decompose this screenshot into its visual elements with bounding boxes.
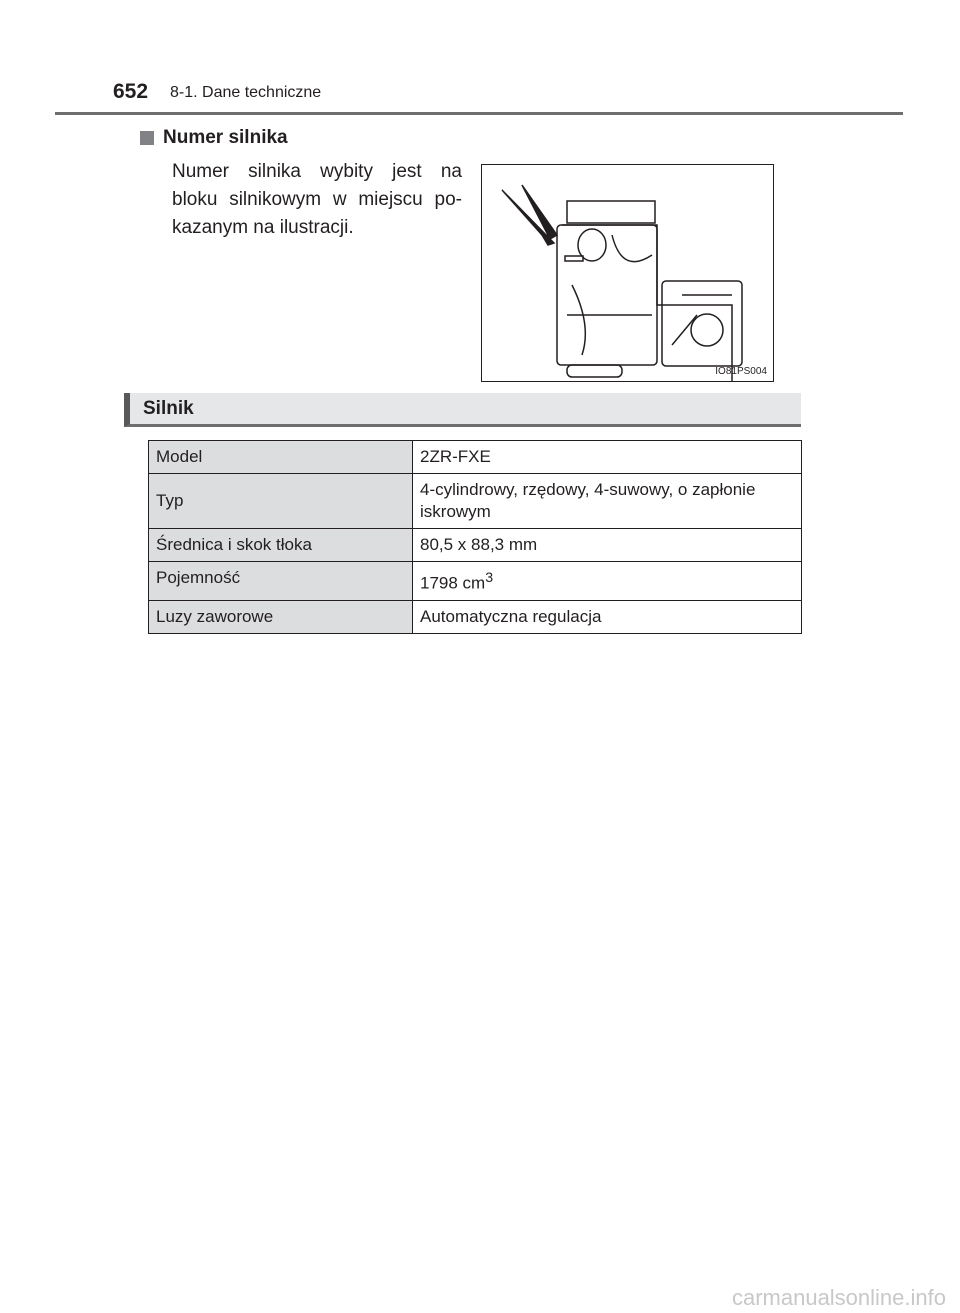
- row-label: Pojemność: [149, 562, 413, 601]
- table-row: [149, 600, 802, 633]
- row-value: 2ZR-FXE: [413, 441, 802, 474]
- engine-spec-table: [148, 440, 802, 634]
- page-number: 652: [113, 80, 149, 103]
- paragraph-line: kazanym na ilustracji.: [172, 217, 354, 238]
- row-value: [413, 562, 802, 601]
- paragraph-line: Numer silnika wybity jest na: [172, 161, 462, 182]
- table-row: [149, 562, 802, 601]
- section-title: Silnik: [143, 398, 194, 419]
- watermark: carmanualsonline.info: [731, 1285, 946, 1310]
- table-row: [149, 441, 802, 474]
- figure-code: IO81PS004: [715, 366, 767, 377]
- square-bullet-icon: [140, 131, 154, 145]
- section-title-bar: [124, 393, 801, 427]
- paragraph-line: bloku silnikowym w miejscu po-: [172, 189, 462, 210]
- capacity-exponent: 3: [485, 570, 494, 586]
- engine-illustration: [481, 164, 774, 382]
- table-row: [149, 474, 802, 529]
- engine-drawing-icon: [482, 165, 773, 381]
- row-label: Model: [149, 441, 413, 474]
- header-rule: [55, 112, 903, 115]
- subsection-heading-text: Numer silnika: [163, 127, 288, 148]
- row-value: 80,5 x 88,3 mm: [413, 529, 802, 562]
- paragraph: [172, 158, 462, 242]
- capacity-value: 1798 cm: [420, 573, 486, 593]
- row-value: 4-cylindrowy, rzędowy, 4-suwowy, o zapłonie iskrowym: [413, 474, 802, 529]
- row-value: Automatyczna regulacja: [413, 600, 802, 633]
- row-label: Średnica i skok tłoka: [149, 529, 413, 562]
- subsection-heading: [140, 127, 288, 149]
- table-row: [149, 529, 802, 562]
- chapter-title: 8-1. Dane techniczne: [170, 84, 322, 101]
- row-label: Typ: [149, 474, 413, 529]
- row-label: Luzy zaworowe: [149, 600, 413, 633]
